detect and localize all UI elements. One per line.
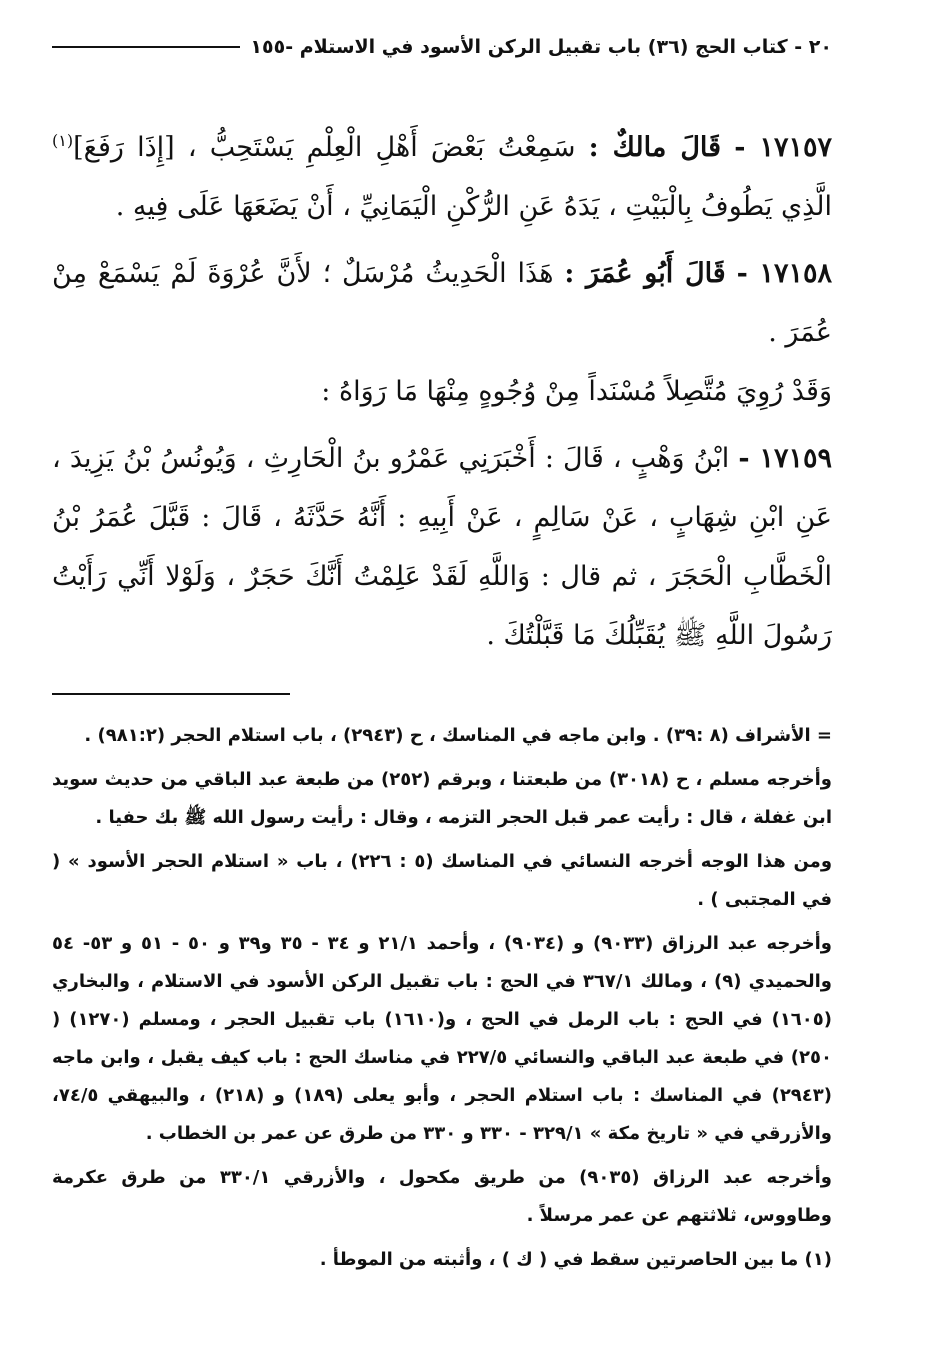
- header-rule: [52, 46, 240, 48]
- note-paragraph: وأخرجه عبد الرزاق (٩٠٣٥) من طريق مكحول ، والأزرقي ٣٣٠/١ من طرق عكرمة وطاووس، ثلاثتهم عن عمر مرسلاً .: [52, 1167, 832, 1226]
- footnote-reference: (١): [52, 131, 74, 150]
- note-paragraph: = الأشراف (٨ :٣٩) . وابن ماجه في المناسك ، ح (٢٩٤٣) ، باب استلام الحجر (٩٨١:٢) .: [84, 725, 832, 746]
- book-page: [52, 28, 832, 1328]
- main-text: [52, 118, 832, 665]
- note-paragraph: ومن هذا الوجه أخرجه النسائي في المناسك (٥ : ٢٢٦) ، باب « استلام الحجر الأسود » ( في المجتبى ) .: [52, 851, 833, 910]
- paragraph-text: ابْنُ وَهْبٍ ، قَالَ : أَخْبَرَنِي عَمْرُو بنُ الْحَارِثِ ، وَيُونُسُ بْنُ يَزِيدَ ، عَنِ ابْنِ شِهَابٍ ، عَنْ سَالِمٍ ، عَنْ أَبِيهِ : أَنَّهُ حَدَّثَهُ ، قَالَ : قَبَّلَ عُمَرُ بْنُ الْخَطَّابِ الْحَجَرَ ، ثم قال : وَاللَّهِ لَقَدْ عَلِمْتُ أَنَّكَ حَجَرٌ ، وَلَوْلا أَنِّي رَأَيْتُ رَسُولَ اللَّهِ ﷺ يُقَبِّلُكَ مَا قَبَّلْتُكَ .: [52, 443, 832, 651]
- paragraph-17159: [52, 429, 832, 665]
- paragraph-text: وَقَدْ رُوِيَ مُتَّصِلاً مُسْنَداً مِنْ وُجُوهٍ مِنْهَا مَا رَوَاهُ :: [321, 376, 832, 407]
- hadith-number: ١٧١٥٩ -: [738, 443, 832, 474]
- paragraph-text: سَمِعْتُ بَعْضَ أَهْلِ الْعِلْمِ يَسْتَحِبُّ ، [إِذَا رَفَعَ]: [73, 132, 576, 163]
- speaker: قَالَ أَبُو عُمَرَ :: [564, 258, 726, 289]
- paragraph-text: هَذَا الْحَدِيثُ مُرْسَلٌ ؛ لأَنَّ عُرْوَةَ لَمْ يَسْمَعْ مِنْ عُمَرَ .: [52, 258, 832, 348]
- paragraph-continuation: [52, 362, 832, 421]
- page-header: [52, 28, 832, 66]
- paragraph-17158: [52, 244, 832, 362]
- running-title: ٢٠ - كتاب الحج (٣٦) باب تقبيل الركن الأسود في الاستلام -١٥٥: [250, 36, 832, 58]
- note-paragraph: وأخرجه عبد الرزاق (٩٠٣٣) و (٩٠٣٤) ، وأحمد ٢١/١ و ٣٤ - ٣٥ و٣٩ و ٥٠ - ٥١ و ٥٣- ٥٤ والحميدي (٩) ، ومالك ٣٦٧/١ في الحج : باب تقبيل الركن الأسود في الاستلام ، والبخاري (١٦٠٥) في الحج : باب الرمل في الحج ، و(١٦١٠) باب تقبيل الحجر ، ومسلم (١٢٧٠) ( ٢٥٠) في طبعة عبد الباقي والنسائي ٢٢٧/٥ في مناسك الحج : باب كيف يقبل ، وابن ماجه (٢٩٤٣) في المناسك : باب استلام الحجر ، وأبو يعلى (١٨٩) و (٢١٨) ، والبيهقي ٧٤/٥، والأزرقي في « تاريخ مكة » ٣٢٩/١ - ٣٣٠ و ٣٣٠ من طرق عن عمر بن الخطاب .: [52, 933, 832, 1144]
- paragraph-text: الَّذِي يَطُوفُ بِالْبَيْتِ ، يَدَهُ عَنِ الرُّكْنِ الْيَمَانِيِّ ، أَنْ يَضَعَهَا عَلَى فِيهِ .: [115, 191, 832, 222]
- footnotes: [52, 717, 832, 1279]
- hadith-number: ١٧١٥٧ -: [734, 132, 833, 163]
- footnote-separator: [52, 693, 290, 695]
- hadith-number: ١٧١٥٨ -: [736, 258, 833, 289]
- footnote-1: (١) ما بين الحاصرتين سقط في ( ك ) ، وأثبته من الموطأ .: [319, 1249, 832, 1270]
- paragraph-17157: [52, 118, 832, 236]
- note-paragraph: وأخرجه مسلم ، ح (٣٠١٨) من طبعتنا ، وبرقم (٢٥٢) من طبعة عبد الباقي من حديث سويد ابن غفلة ، قال : رأيت عمر قبل الحجر التزمه ، وقال : رأيت رسول الله ﷺ بك حفيا .: [52, 769, 832, 828]
- speaker: قَالَ مالكٌ :: [588, 132, 722, 163]
